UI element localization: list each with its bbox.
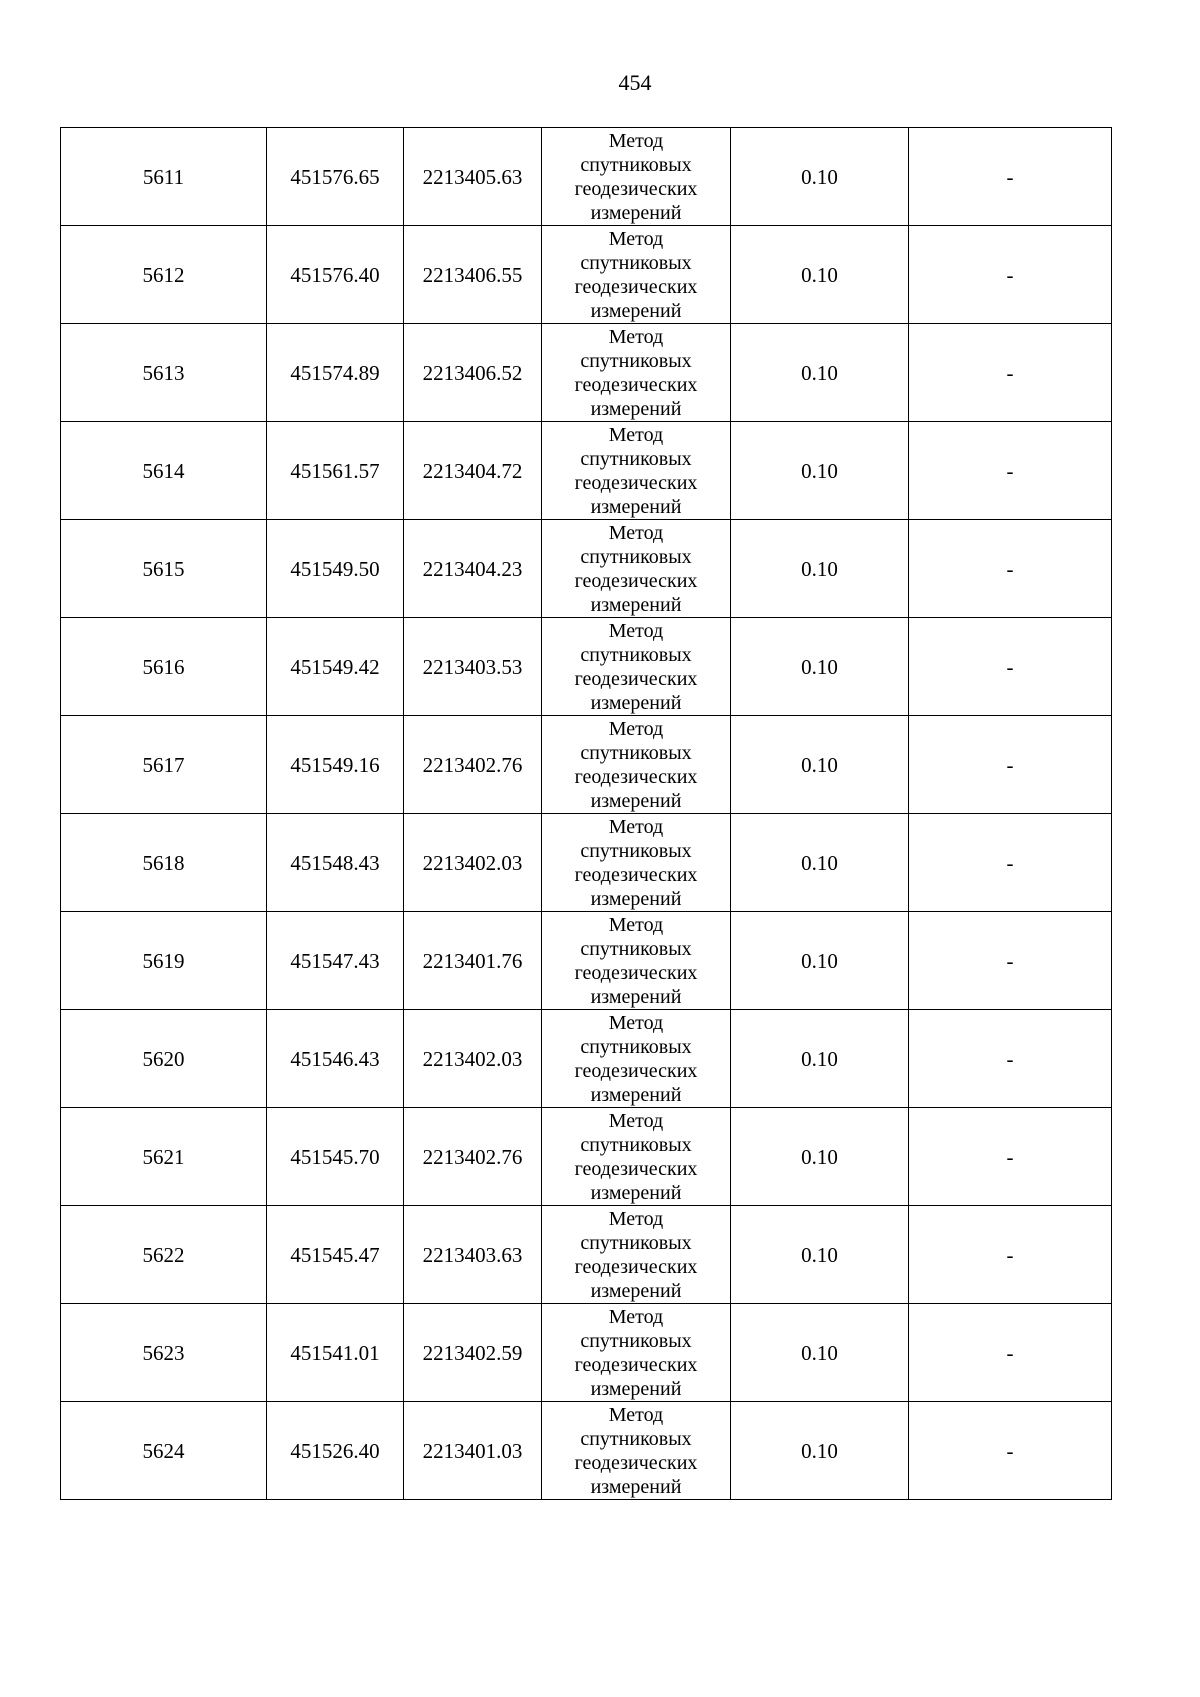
method-text-line: спутниковых <box>580 153 692 176</box>
method-cell <box>542 128 731 226</box>
method-text-line: геодезических <box>574 1157 698 1180</box>
accuracy-cell: 0.10 <box>731 1304 909 1402</box>
x-coordinate-cell: 451549.42 <box>267 618 404 716</box>
method-text-line: геодезических <box>574 1255 698 1278</box>
method-text-line: геодезических <box>574 569 698 592</box>
y-coordinate-cell: 2213402.76 <box>404 716 542 814</box>
y-coordinate-cell: 2213405.63 <box>404 128 542 226</box>
method-cell <box>542 1108 731 1206</box>
method-text-line: Метод <box>608 913 664 936</box>
method-text-line: Метод <box>608 521 664 544</box>
note-cell: - <box>909 1010 1112 1108</box>
method-text-line: измерений <box>590 397 682 420</box>
coordinates-table-body <box>61 128 1112 1500</box>
method-cell <box>542 1402 731 1500</box>
method-text-line: спутниковых <box>580 251 692 274</box>
note-cell: - <box>909 422 1112 520</box>
method-text-line: Метод <box>608 815 664 838</box>
note-cell: - <box>909 324 1112 422</box>
accuracy-cell: 0.10 <box>731 912 909 1010</box>
accuracy-cell: 0.10 <box>731 618 909 716</box>
accuracy-cell: 0.10 <box>731 1402 909 1500</box>
note-cell: - <box>909 814 1112 912</box>
x-coordinate-cell: 451549.16 <box>267 716 404 814</box>
method-text-line: геодезических <box>574 471 698 494</box>
method-text-line: измерений <box>590 789 682 812</box>
y-coordinate-cell: 2213401.76 <box>404 912 542 1010</box>
method-text-line: спутниковых <box>580 937 692 960</box>
method-text-line: измерений <box>590 593 682 616</box>
point-number-cell: 5619 <box>61 912 267 1010</box>
table-row <box>61 1304 1112 1402</box>
accuracy-cell: 0.10 <box>731 716 909 814</box>
method-text-line: спутниковых <box>580 1035 692 1058</box>
method-text-line: Метод <box>608 129 664 152</box>
method-cell <box>542 1010 731 1108</box>
x-coordinate-cell: 451549.50 <box>267 520 404 618</box>
point-number-cell: 5618 <box>61 814 267 912</box>
table-row <box>61 1402 1112 1500</box>
method-text-line: измерений <box>590 691 682 714</box>
table-row <box>61 422 1112 520</box>
method-text-line: измерений <box>590 201 682 224</box>
method-text-line: Метод <box>608 1109 664 1132</box>
method-text-line: измерений <box>590 1475 682 1498</box>
method-text-line: измерений <box>590 1083 682 1106</box>
point-number-cell: 5622 <box>61 1206 267 1304</box>
x-coordinate-cell: 451545.70 <box>267 1108 404 1206</box>
note-cell: - <box>909 1206 1112 1304</box>
table-row <box>61 814 1112 912</box>
y-coordinate-cell: 2213402.03 <box>404 1010 542 1108</box>
table-row <box>61 716 1112 814</box>
accuracy-cell: 0.10 <box>731 1010 909 1108</box>
y-coordinate-cell: 2213401.03 <box>404 1402 542 1500</box>
note-cell: - <box>909 128 1112 226</box>
method-text-line: Метод <box>608 717 664 740</box>
method-text-line: геодезических <box>574 863 698 886</box>
accuracy-cell: 0.10 <box>731 226 909 324</box>
method-text-line: Метод <box>608 1403 664 1426</box>
method-text-line: спутниковых <box>580 1231 692 1254</box>
table-row <box>61 324 1112 422</box>
method-text-line: Метод <box>608 619 664 642</box>
y-coordinate-cell: 2213404.23 <box>404 520 542 618</box>
method-cell <box>542 814 731 912</box>
method-text-line: измерений <box>590 887 682 910</box>
note-cell: - <box>909 1402 1112 1500</box>
method-cell <box>542 912 731 1010</box>
point-number-cell: 5613 <box>61 324 267 422</box>
method-text-line: геодезических <box>574 1059 698 1082</box>
table-row <box>61 226 1112 324</box>
method-text-line: измерений <box>590 1181 682 1204</box>
method-text-line: Метод <box>608 1011 664 1034</box>
note-cell: - <box>909 226 1112 324</box>
accuracy-cell: 0.10 <box>731 1206 909 1304</box>
note-cell: - <box>909 1108 1112 1206</box>
method-text-line: измерений <box>590 495 682 518</box>
method-text-line: измерений <box>590 1377 682 1400</box>
point-number-cell: 5621 <box>61 1108 267 1206</box>
accuracy-cell: 0.10 <box>731 422 909 520</box>
method-text-line: спутниковых <box>580 1329 692 1352</box>
method-text-line: спутниковых <box>580 447 692 470</box>
page-number: 454 <box>618 70 652 95</box>
y-coordinate-cell: 2213403.63 <box>404 1206 542 1304</box>
method-text-line: Метод <box>608 1207 664 1230</box>
table-row <box>61 1108 1112 1206</box>
y-coordinate-cell: 2213404.72 <box>404 422 542 520</box>
x-coordinate-cell: 451576.40 <box>267 226 404 324</box>
accuracy-cell: 0.10 <box>731 324 909 422</box>
point-number-cell: 5624 <box>61 1402 267 1500</box>
y-coordinate-cell: 2213402.03 <box>404 814 542 912</box>
coordinates-table <box>60 127 1112 1500</box>
method-text-line: Метод <box>608 1305 664 1328</box>
method-cell <box>542 716 731 814</box>
point-number-cell: 5616 <box>61 618 267 716</box>
point-number-cell: 5623 <box>61 1304 267 1402</box>
note-cell: - <box>909 1304 1112 1402</box>
method-text-line: геодезических <box>574 765 698 788</box>
x-coordinate-cell: 451576.65 <box>267 128 404 226</box>
method-text-line: спутниковых <box>580 839 692 862</box>
x-coordinate-cell: 451546.43 <box>267 1010 404 1108</box>
method-text-line: спутниковых <box>580 1427 692 1450</box>
method-text-line: геодезических <box>574 373 698 396</box>
method-text-line: спутниковых <box>580 349 692 372</box>
method-text-line: геодезических <box>574 177 698 200</box>
method-cell <box>542 226 731 324</box>
accuracy-cell: 0.10 <box>731 128 909 226</box>
accuracy-cell: 0.10 <box>731 1108 909 1206</box>
table-row <box>61 618 1112 716</box>
note-cell: - <box>909 912 1112 1010</box>
x-coordinate-cell: 451561.57 <box>267 422 404 520</box>
x-coordinate-cell: 451574.89 <box>267 324 404 422</box>
method-cell <box>542 324 731 422</box>
method-text-line: геодезических <box>574 1451 698 1474</box>
x-coordinate-cell: 451545.47 <box>267 1206 404 1304</box>
method-text-line: измерений <box>590 1279 682 1302</box>
y-coordinate-cell: 2213402.59 <box>404 1304 542 1402</box>
method-text-line: геодезических <box>574 667 698 690</box>
table-row <box>61 520 1112 618</box>
note-cell: - <box>909 716 1112 814</box>
table-row <box>61 1206 1112 1304</box>
method-text-line: Метод <box>608 227 664 250</box>
point-number-cell: 5612 <box>61 226 267 324</box>
method-text-line: Метод <box>608 423 664 446</box>
method-text-line: спутниковых <box>580 741 692 764</box>
method-text-line: измерений <box>590 985 682 1008</box>
point-number-cell: 5611 <box>61 128 267 226</box>
method-cell <box>542 520 731 618</box>
point-number-cell: 5615 <box>61 520 267 618</box>
y-coordinate-cell: 2213406.55 <box>404 226 542 324</box>
note-cell: - <box>909 520 1112 618</box>
accuracy-cell: 0.10 <box>731 814 909 912</box>
note-cell: - <box>909 618 1112 716</box>
y-coordinate-cell: 2213406.52 <box>404 324 542 422</box>
method-text-line: геодезических <box>574 1353 698 1376</box>
point-number-cell: 5620 <box>61 1010 267 1108</box>
point-number-cell: 5614 <box>61 422 267 520</box>
accuracy-cell: 0.10 <box>731 520 909 618</box>
x-coordinate-cell: 451541.01 <box>267 1304 404 1402</box>
method-text-line: геодезических <box>574 961 698 984</box>
method-cell <box>542 1206 731 1304</box>
point-number-cell: 5617 <box>61 716 267 814</box>
x-coordinate-cell: 451548.43 <box>267 814 404 912</box>
method-cell <box>542 1304 731 1402</box>
table-row <box>61 912 1112 1010</box>
method-text-line: спутниковых <box>580 545 692 568</box>
method-text-line: спутниковых <box>580 1133 692 1156</box>
method-text-line: геодезических <box>574 275 698 298</box>
table-row <box>61 128 1112 226</box>
method-text-line: Метод <box>608 325 664 348</box>
method-text-line: спутниковых <box>580 643 692 666</box>
table-row <box>61 1010 1112 1108</box>
method-text-line: измерений <box>590 299 682 322</box>
method-cell <box>542 618 731 716</box>
y-coordinate-cell: 2213403.53 <box>404 618 542 716</box>
method-cell <box>542 422 731 520</box>
x-coordinate-cell: 451526.40 <box>267 1402 404 1500</box>
y-coordinate-cell: 2213402.76 <box>404 1108 542 1206</box>
x-coordinate-cell: 451547.43 <box>267 912 404 1010</box>
